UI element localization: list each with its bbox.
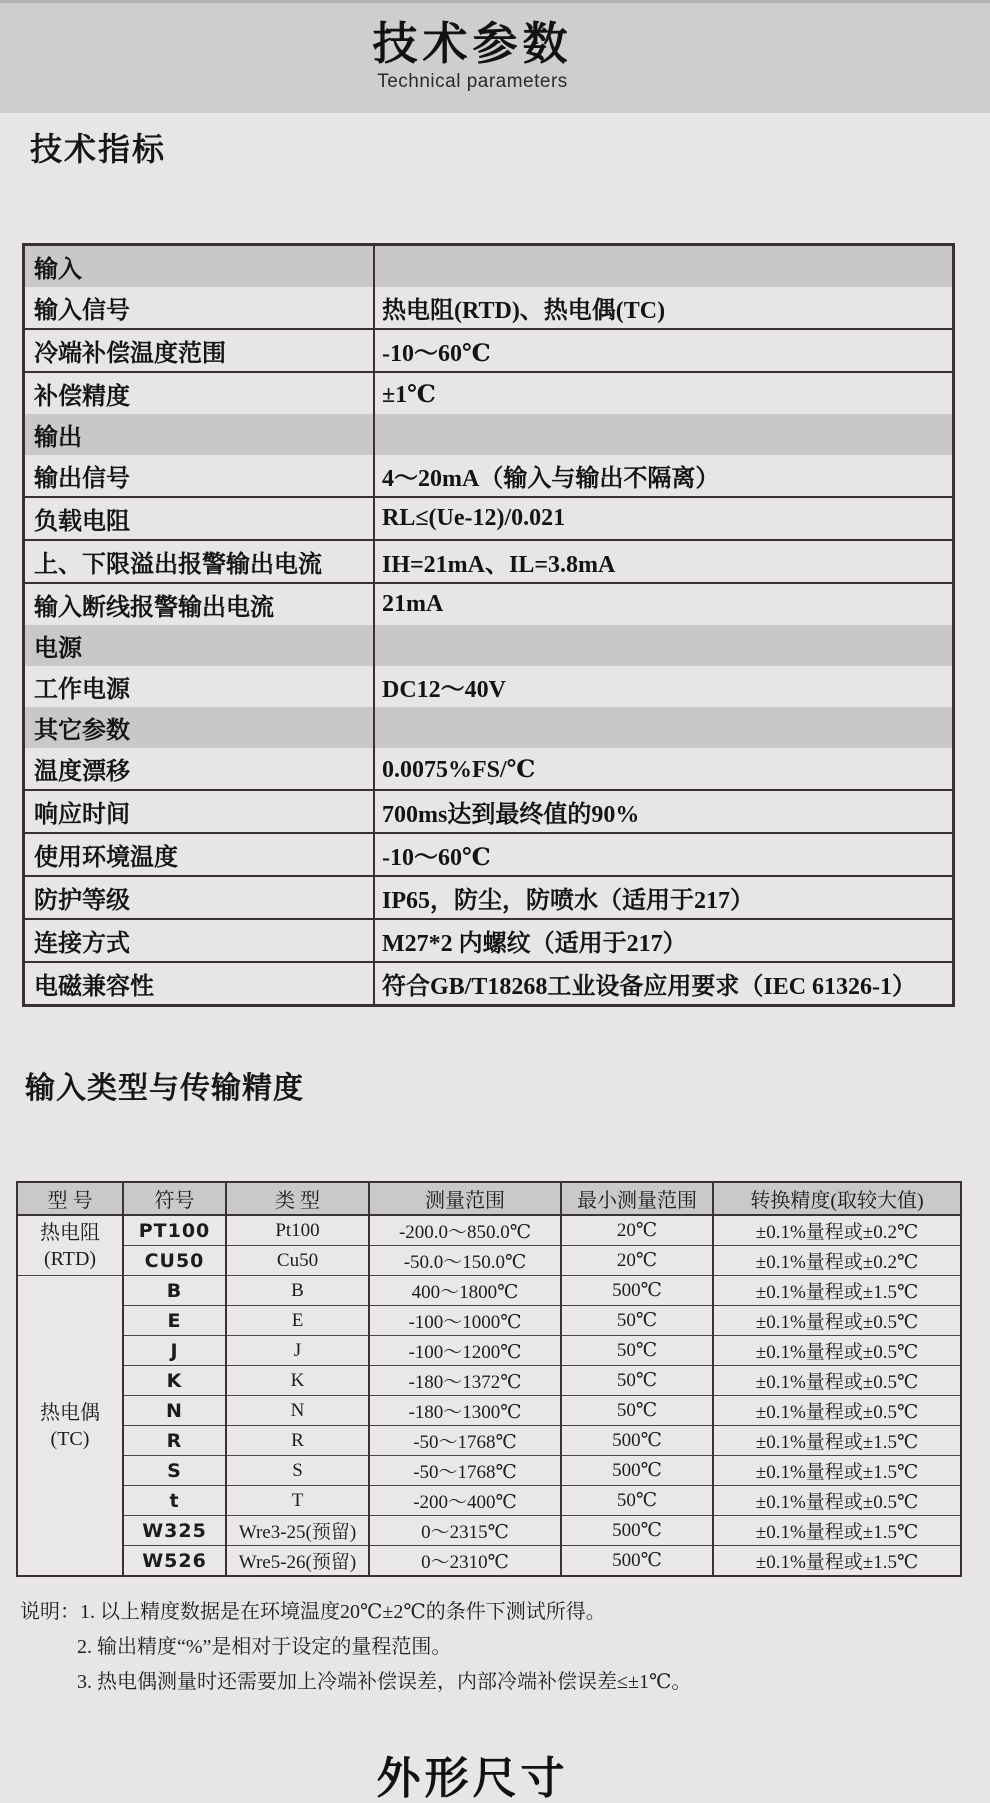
- accuracy-cell: ±0.1%量程或±0.5℃: [713, 1396, 961, 1426]
- accuracy-cell: 50℃: [561, 1396, 713, 1426]
- spec-section-row: [24, 707, 954, 748]
- note-item: 1. 以上精度数据是在环境温度20℃±2℃的条件下测试所得。: [80, 1601, 606, 1623]
- accuracy-row: [17, 1246, 961, 1276]
- model-cell: [17, 1215, 123, 1276]
- spec-value-cell: 700ms达到最终值的90%: [374, 790, 954, 833]
- spec-section-row: [24, 414, 954, 455]
- accuracy-cell: Wre3-25(预留): [226, 1516, 369, 1546]
- accuracy-cell: 50℃: [561, 1336, 713, 1366]
- accuracy-cell: CU50: [123, 1246, 226, 1276]
- accuracy-row: [17, 1215, 961, 1246]
- accuracy-cell: -50～1768℃: [369, 1456, 561, 1486]
- spec-label-cell: 温度漂移: [24, 748, 375, 790]
- spec-data-row: [24, 919, 954, 962]
- spec-section-row: [24, 245, 954, 288]
- note-line: [20, 1630, 990, 1665]
- spec-data-row: [24, 329, 954, 372]
- spec-value-cell: ±1℃: [382, 381, 436, 408]
- accuracy-cell: R: [226, 1426, 369, 1456]
- accuracy-cell: ±0.1%量程或±0.5℃: [713, 1486, 961, 1516]
- spec-data-row: [24, 372, 954, 414]
- spec-data-row: [24, 455, 954, 497]
- accuracy-cell: Pt100: [226, 1215, 369, 1246]
- spec-label-cell: 补偿精度: [24, 372, 375, 414]
- spec-value-cell: 符合GB/T18268工业设备应用要求（IEC 61326-1）: [382, 974, 917, 1000]
- accuracy-row: [17, 1276, 961, 1306]
- accuracy-cell: W325: [123, 1516, 226, 1546]
- spec-label-cell: 防护等级: [24, 876, 375, 919]
- spec-label-cell: 响应时间: [24, 790, 375, 833]
- accuracy-cell: -180～1300℃: [369, 1396, 561, 1426]
- accuracy-cell: 500℃: [561, 1426, 713, 1456]
- spec-value-cell: 4～20mA（输入与输出不隔离）: [374, 455, 954, 497]
- accuracy-header-min-range: 最小测量范围: [561, 1182, 713, 1215]
- spec-data-row: [24, 666, 954, 707]
- note-item: 3. 热电偶测量时还需要加上冷端补偿误差，内部冷端补偿误差≤±1℃。: [77, 1671, 692, 1693]
- accuracy-cell: 50℃: [561, 1486, 713, 1516]
- accuracy-cell: B: [123, 1276, 226, 1306]
- spec-label-cell: 输入: [24, 245, 375, 288]
- accuracy-cell: ±0.1%量程或±1.5℃: [713, 1516, 961, 1546]
- model-line: (RTD): [43, 1247, 97, 1270]
- accuracy-row: [17, 1456, 961, 1486]
- spec-data-row: [24, 497, 954, 540]
- spec-value-cell: 0.0075%FS/℃: [374, 748, 954, 790]
- model-line: 热电偶: [40, 1401, 100, 1424]
- accuracy-row: [17, 1366, 961, 1396]
- accuracy-row: [17, 1396, 961, 1426]
- accuracy-cell: 500℃: [561, 1276, 713, 1306]
- accuracy-cell: -100～1200℃: [369, 1336, 561, 1366]
- accuracy-header-model: 型 号: [17, 1182, 123, 1215]
- section-heading-dimensions: 外形尺寸: [376, 1754, 569, 1803]
- spec-value-cell: [374, 414, 954, 455]
- spec-label-cell: 输出信号: [24, 455, 375, 497]
- model-cell: [17, 1276, 123, 1577]
- accuracy-row: [17, 1516, 961, 1546]
- accuracy-cell: Wre5-26(预留): [226, 1546, 369, 1577]
- accuracy-cell: -100～1000℃: [369, 1306, 561, 1336]
- accuracy-cell: -50～1768℃: [369, 1426, 561, 1456]
- spec-label-cell: 冷端补偿温度范围: [24, 329, 375, 372]
- spec-data-row: [24, 962, 954, 1006]
- spec-data-row: [24, 790, 954, 833]
- spec-value-cell: M27*2 内螺纹（适用于217）: [374, 919, 954, 962]
- spec-value-cell: [374, 245, 954, 288]
- spec-label-cell: 工作电源: [24, 666, 375, 707]
- accuracy-cell: 0～2310℃: [369, 1546, 561, 1577]
- accuracy-cell: S: [123, 1456, 226, 1486]
- accuracy-cell: 500℃: [561, 1546, 713, 1577]
- spec-value-cell: IP65，防尘，防喷水（适用于217）: [374, 876, 954, 919]
- accuracy-header-type: 类 型: [226, 1182, 369, 1215]
- spec-value-cell: [374, 707, 954, 748]
- accuracy-cell: E: [123, 1306, 226, 1336]
- spec-value-cell: 热电阻(RTD)、热电偶(TC): [374, 287, 954, 329]
- accuracy-cell: B: [226, 1276, 369, 1306]
- accuracy-cell: PT100: [123, 1215, 226, 1246]
- spec-label-cell: 连接方式: [24, 919, 375, 962]
- accuracy-cell: J: [226, 1336, 369, 1366]
- note-item: 2. 输出精度“%”是相对于设定的量程范围。: [77, 1636, 452, 1658]
- spec-label-cell: 负载电阻: [24, 497, 375, 540]
- spec-label-cell: 电源: [24, 625, 375, 666]
- spec-label-cell: 输入信号: [24, 287, 375, 329]
- accuracy-cell: K: [123, 1366, 226, 1396]
- spec-data-row: [24, 583, 954, 625]
- spec-value-cell: 21mA: [382, 591, 444, 617]
- spec-data-row: [24, 748, 954, 790]
- page-subtitle: Technical parameters: [377, 70, 568, 92]
- note-line: [20, 1665, 990, 1700]
- spec-label-cell: 使用环境温度: [24, 833, 375, 876]
- spec-label-cell: 其它参数: [24, 707, 375, 748]
- accuracy-cell: 0～2315℃: [369, 1516, 561, 1546]
- accuracy-cell: -180～1372℃: [369, 1366, 561, 1396]
- accuracy-row: [17, 1306, 961, 1336]
- accuracy-cell: ±0.1%量程或±1.5℃: [713, 1276, 961, 1306]
- spec-data-row: [24, 287, 954, 329]
- spec-value-cell: RL≤(Ue-12)/0.021: [374, 497, 954, 540]
- spec-table: [22, 243, 955, 1007]
- accuracy-cell: ±0.1%量程或±0.5℃: [713, 1366, 961, 1396]
- spec-data-row: [24, 540, 954, 583]
- accuracy-cell: ±0.1%量程或±1.5℃: [713, 1426, 961, 1456]
- spec-label-cell: 电磁兼容性: [24, 962, 375, 1006]
- spec-section-row: [24, 625, 954, 666]
- accuracy-cell: -200.0～850.0℃: [369, 1215, 561, 1246]
- accuracy-header-row: [17, 1182, 961, 1215]
- section-heading-indicators: 技术指标: [30, 131, 167, 167]
- spec-value-cell: -10～60℃: [374, 329, 954, 372]
- accuracy-header-range: 测量范围: [369, 1182, 561, 1215]
- model-line: 热电阻: [40, 1221, 100, 1244]
- accuracy-cell: T: [226, 1486, 369, 1516]
- accuracy-cell: J: [123, 1336, 226, 1366]
- accuracy-cell: W526: [123, 1546, 226, 1577]
- accuracy-cell: R: [123, 1426, 226, 1456]
- accuracy-cell: -200～400℃: [369, 1486, 561, 1516]
- accuracy-row: [17, 1486, 961, 1516]
- spec-label-cell: 输入断线报警输出电流: [24, 583, 375, 625]
- accuracy-cell: 500℃: [561, 1516, 713, 1546]
- page-title: 技术参数: [372, 18, 573, 69]
- accuracy-cell: ±0.1%量程或±0.2℃: [713, 1246, 961, 1276]
- accuracy-cell: Cu50: [226, 1246, 369, 1276]
- spec-value-cell: IH=21mA、IL=3.8mA: [374, 540, 954, 583]
- header-banner: [0, 0, 990, 113]
- accuracy-table: [16, 1181, 962, 1577]
- accuracy-row: [17, 1546, 961, 1577]
- accuracy-header-symbol: 符号: [123, 1182, 226, 1215]
- accuracy-cell: ±0.1%量程或±1.5℃: [713, 1456, 961, 1486]
- spec-data-row: [24, 833, 954, 876]
- notes-block: [20, 1595, 990, 1700]
- accuracy-cell: N: [123, 1396, 226, 1426]
- spec-value-cell: [374, 625, 954, 666]
- spec-table-body: [24, 245, 954, 1006]
- spec-label-cell: 输出: [24, 414, 375, 455]
- spec-value-cell: DC12～40V: [382, 677, 506, 703]
- accuracy-header-accuracy: 转换精度(取较大值): [713, 1182, 961, 1215]
- accuracy-cell: 400～1800℃: [369, 1276, 561, 1306]
- notes-label: 说明：: [20, 1601, 80, 1623]
- accuracy-cell: ±0.1%量程或±0.5℃: [713, 1306, 961, 1336]
- accuracy-cell: K: [226, 1366, 369, 1396]
- accuracy-row: [17, 1426, 961, 1456]
- model-line: (TC): [50, 1427, 90, 1450]
- accuracy-table-body: [17, 1215, 961, 1576]
- accuracy-cell: ±0.1%量程或±0.2℃: [713, 1215, 961, 1246]
- accuracy-cell: 500℃: [561, 1456, 713, 1486]
- accuracy-cell: 50℃: [561, 1366, 713, 1396]
- accuracy-cell: N: [226, 1396, 369, 1426]
- spec-value-cell: -10～60℃: [374, 833, 954, 876]
- spec-data-row: [24, 876, 954, 919]
- accuracy-cell: ±0.1%量程或±0.5℃: [713, 1336, 961, 1366]
- accuracy-cell: -50.0～150.0℃: [369, 1246, 561, 1276]
- section-heading-input-types: 输入类型与传输精度: [25, 1072, 304, 1105]
- accuracy-row: [17, 1336, 961, 1366]
- accuracy-cell: E: [226, 1306, 369, 1336]
- note-line: [20, 1595, 990, 1630]
- accuracy-cell: 20℃: [561, 1246, 713, 1276]
- spec-label-cell: 上、下限溢出报警输出电流: [24, 540, 375, 583]
- accuracy-cell: S: [226, 1456, 369, 1486]
- accuracy-cell: ±0.1%量程或±1.5℃: [713, 1546, 961, 1577]
- accuracy-cell: 20℃: [561, 1215, 713, 1246]
- accuracy-cell: 50℃: [561, 1306, 713, 1336]
- accuracy-cell: t: [123, 1486, 226, 1516]
